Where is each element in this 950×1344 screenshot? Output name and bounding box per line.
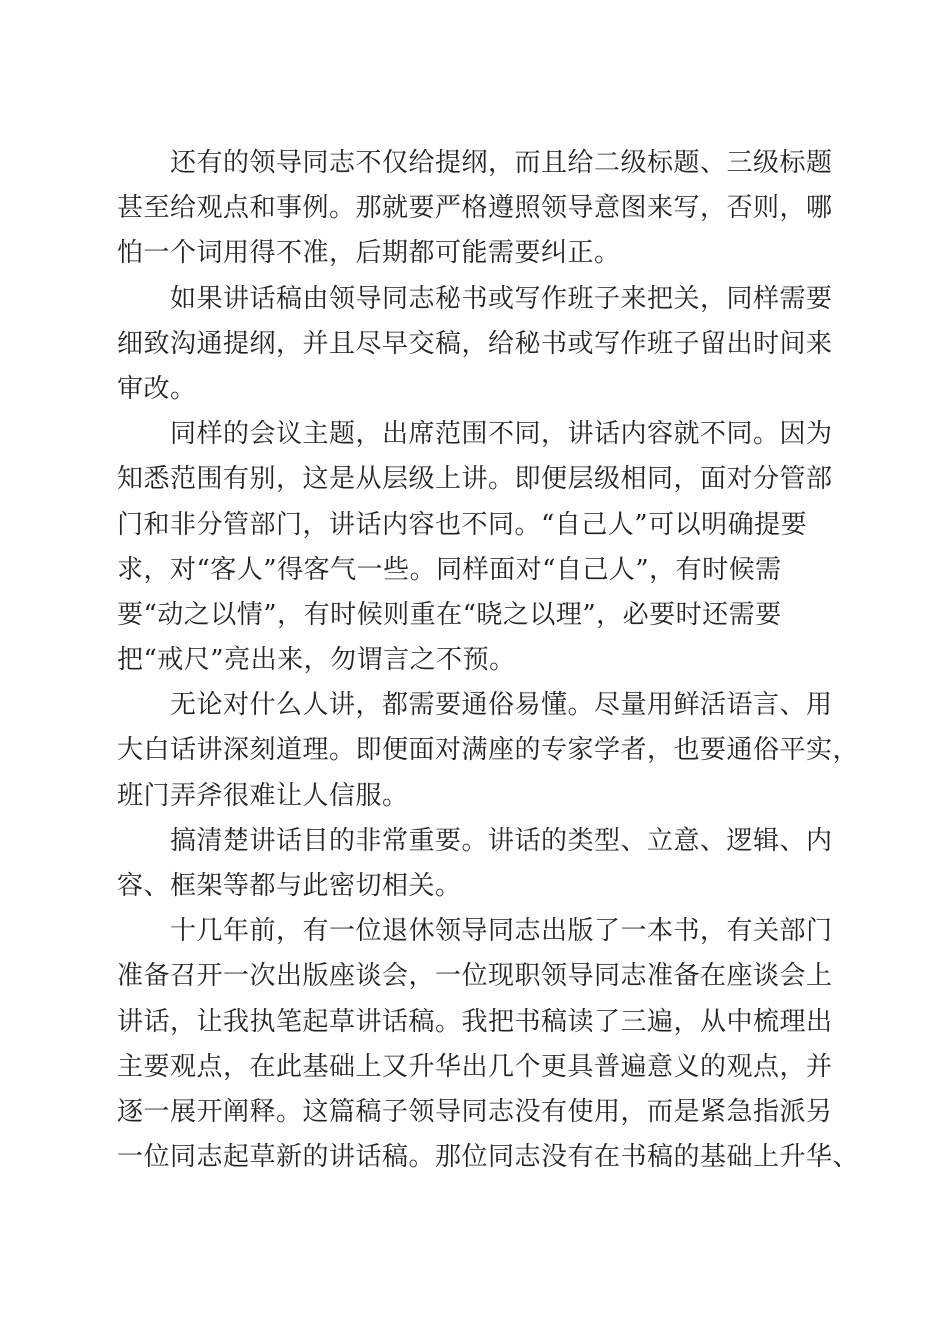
text-line: 逐一展开阐释。这篇稿子领导同志没有使用，而是紧急指派另 xyxy=(117,1096,833,1127)
text-line: 如果讲话稿由领导同志秘书或写作班子来把关，同样需要 xyxy=(117,283,833,314)
text-line: 知悉范围有别，这是从层级上讲。即便层级相同，面对分管部 xyxy=(117,464,833,495)
text-line: 同样的会议主题，出席范围不同，讲话内容就不同。因为 xyxy=(117,419,833,450)
text-line: 把“戒尺”亮出来，勿谓言之不预。 xyxy=(117,645,516,676)
text-line: 怕一个词用得不准，后期都可能需要纠正。 xyxy=(117,238,621,269)
text-line: 一位同志起草新的讲话稿。那位同志没有在书稿的基础上升华、 xyxy=(117,1142,860,1173)
text-line: 无论对什么人讲，都需要通俗易懂。尽量用鲜活语言、用 xyxy=(117,690,833,721)
text-line: 大白话讲深刻道理。即便面对满座的专家学者，也要通俗平实， xyxy=(117,735,860,766)
text-line: 求，对“客人”得客气一些。同样面对“自己人”，有时候需 xyxy=(117,554,782,585)
text-line: 班门弄斧很难让人信服。 xyxy=(117,780,409,811)
text-line: 还有的领导同志不仅给提纲，而且给二级标题、三级标题 xyxy=(117,148,833,178)
text-line: 十几年前，有一位退休领导同志出版了一本书，有关部门 xyxy=(117,916,833,947)
text-line: 审改。 xyxy=(117,373,197,404)
text-line: 要“动之以情”，有时候则重在“晓之以理”，必要时还需要 xyxy=(117,599,782,630)
text-line: 容、框架等都与此密切相关。 xyxy=(117,871,462,901)
text-line: 准备召开一次出版座谈会，一位现职领导同志准备在座谈会上 xyxy=(117,961,833,992)
body-text xyxy=(117,141,860,1180)
text-line: 甚至给观点和事例。那就要严格遵照领导意图来写，否则，哪 xyxy=(117,193,833,224)
text-line: 细致沟通提纲，并且尽早交稿，给秘书或写作班子留出时间来 xyxy=(117,328,833,359)
text-line: 搞清楚讲话目的非常重要。讲话的类型、立意、逻辑、内 xyxy=(117,825,833,856)
text-line: 主要观点，在此基础上又升华出几个更具普遍意义的观点，并 xyxy=(117,1051,833,1082)
text-line: 讲话，让我执笔起草讲话稿。我把书稿读了三遍，从中梳理出 xyxy=(117,1006,833,1037)
text-line: 门和非分管部门，讲话内容也不同。“自己人”可以明确提要 xyxy=(117,509,808,540)
